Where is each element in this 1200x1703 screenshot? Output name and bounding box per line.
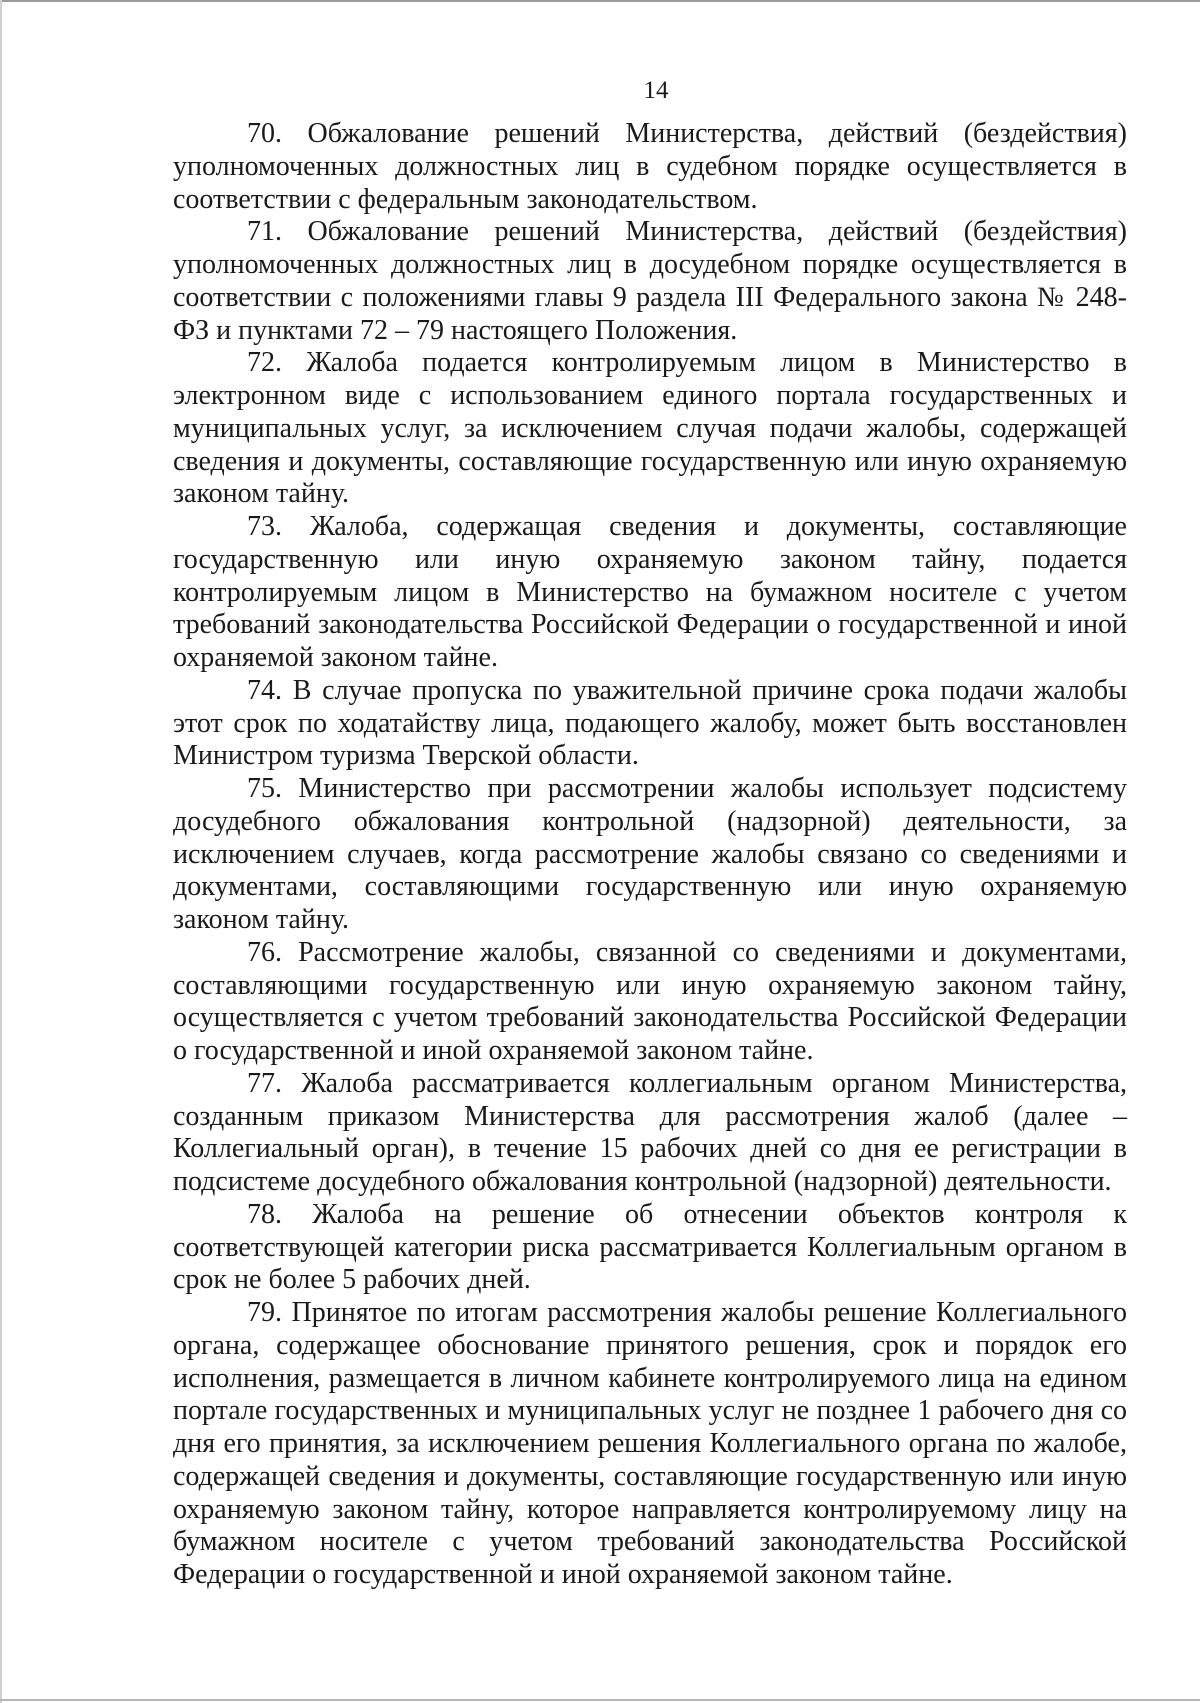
paragraph-77: 77. Жалоба рассматривается коллегиальным органом Министерства, созданным приказом Министерства для рассмотрения жалоб (далее – Коллегиальный орган), в течение 15 рабочих дней со дня ее регистрации в подсистеме досудебного обжалования контрольной (надзорной) деятельности. (173, 1067, 1127, 1197)
paragraph-73: 73. Жалоба, содержащая сведения и документы, составляющие государственную или иную охраняемую законом тайну, подается контролируемым лицом в Министерство на бумажном носителе с учетом требований законодательства Российской Федерации о государственной и иной охраняемой законом тайне. (173, 511, 1127, 673)
paragraph-71: 71. Обжалование решений Министерства, действий (бездействия) уполномоченных должностных лиц в досудебном порядке осуществляется в соответствии с положениями главы 9 раздела III Федерального закона № 248-ФЗ и пунктами 72 – 79 настоящего Положения. (173, 216, 1127, 346)
paragraph-76: 76. Рассмотрение жалобы, связанной со сведениями и документами, составляющими государственную или иную охраняемую законом тайну, осуществляется с учетом требований законодательства Российской Федерации о государственной и иной охраняемой законом тайне. (173, 936, 1127, 1066)
scan-edge-left (0, 0, 2, 1703)
paragraph-72: 72. Жалоба подается контролируемым лицом в Министерство в электронном виде с использованием единого портала государственных и муниципальных услуг, за исключением случая подачи жалобы, содержащей сведения и документы, составляющие государственную или иную охраняемую законом тайну. (173, 347, 1127, 510)
paragraph-70: 70. Обжалование решений Министерства, действий (бездействия) уполномоченных должностных лиц в судебном порядке осуществляется в соответствии с федеральным законодательством. (173, 118, 1127, 215)
scan-edge-bottom (0, 1699, 1200, 1701)
paragraph-75: 75. Министерство при рассмотрении жалобы использует подсистему досудебного обжалования контрольной (надзорной) деятельности, за исключением случаев, когда рассмотрение жалобы связано со сведениями и документами, составляющими государственную или иную охраняемую законом тайну. (173, 773, 1127, 935)
scan-edge-top (0, 0, 1200, 2)
document-body (173, 118, 1127, 1592)
paragraph-78: 78. Жалоба на решение об отнесении объектов контроля к соответствующей категории риска рассматривается Коллегиальным органом в срок не более 5 рабочих дней. (173, 1198, 1127, 1296)
page-number: 14 (643, 77, 669, 104)
paragraph-79: 79. Принятое по итогам рассмотрения жалобы решение Коллегиального органа, содержащее обоснование принятого решения, срок и порядок его исполнения, размещается в личном кабинете контролируемого лица на едином портале государственных и муниципальных услуг не позднее 1 рабочего дня со дня его принятия, за исключением решения Коллегиального органа по жалобе, содержащей сведения и документы, составляющие государственную или иную охраняемую законом тайну, которое направляется контролируемому лицу на бумажном носителе с учетом требований законодательства Российской Федерации о государственной и иной охраняемой законом тайне. (173, 1297, 1127, 1590)
paragraph-74: 74. В случае пропуска по уважительной причине срока подачи жалобы этот срок по ходатайству лица, подающего жалобу, может быть восстановлен Министром туризма Тверской области. (173, 674, 1127, 772)
